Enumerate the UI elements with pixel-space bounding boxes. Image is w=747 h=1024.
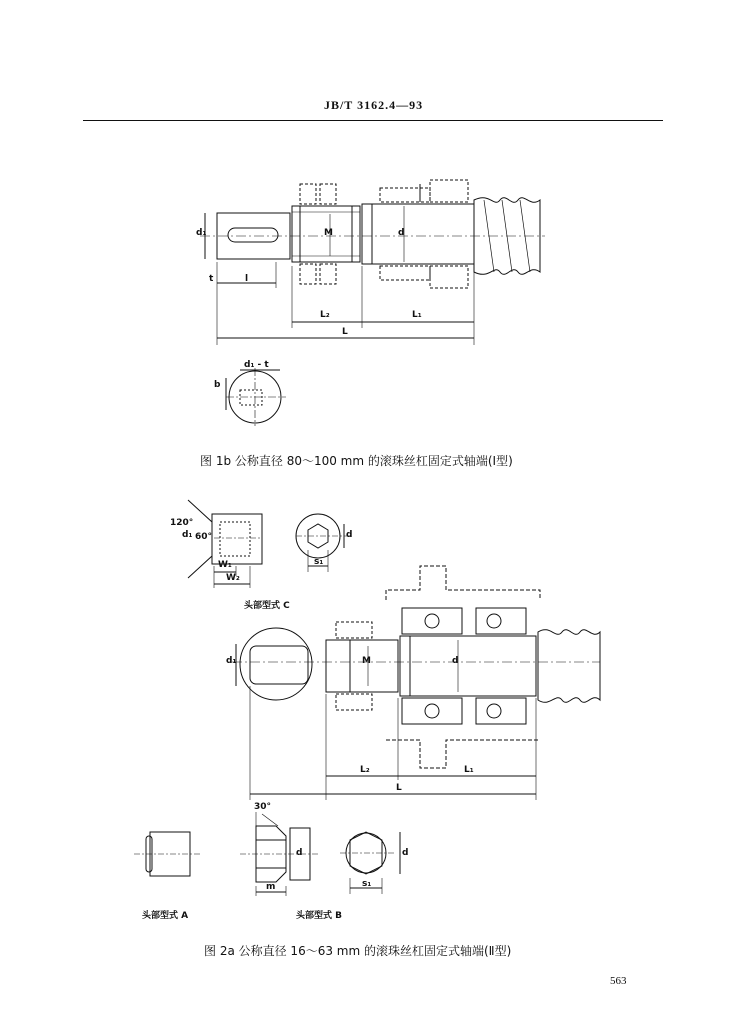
dim-d1-minus-t: d₁ - t [244,360,269,370]
dim-L2-fig2a: L₂ [360,765,370,775]
dim-angle-120: 120° [170,518,194,528]
head-type-b-label: 头部型式 B [296,911,342,921]
dim-angle-60: 60° [195,532,213,542]
dim-L-fig1b: L [342,327,348,337]
dim-b: b [214,380,221,390]
dim-M-fig2a: M [362,656,371,666]
dim-d-fig1b: d [398,228,405,238]
dim-d-head-c: d [346,530,353,540]
standard-header: JB/T 3162.4—93 [323,98,424,112]
dim-angle-30: 30° [254,802,272,812]
head-type-c-label: 头部型式 C [244,601,290,611]
figure-2a-caption: 图 2a 公称直径 16～63 mm 的滚珠丝杠固定式轴端(Ⅱ型) [204,944,512,958]
dim-s1-head-c: s₁ [314,557,324,567]
dim-d-head-b-hex: d [402,848,409,858]
dim-t-fig1b: t [209,274,214,284]
figure-1b-caption: 图 1b 公称直径 80～100 mm 的滚珠丝杠固定式轴端(Ⅰ型) [200,454,513,468]
dim-L1-fig2a: L₁ [464,765,474,775]
dim-L2-fig1b: L₂ [320,310,330,320]
page-number: 563 [610,975,627,987]
dim-d1-fig2a: d₁ [226,656,237,666]
dim-d-fig2a: d [452,656,459,666]
dim-W2: W₂ [226,573,240,583]
dim-d1-head-c: d₁ [182,530,193,540]
dim-d-head-b: d [296,848,303,858]
dim-s1-head-b: s₁ [362,879,372,889]
dim-m: m [266,882,276,892]
dim-L1-fig1b: L₁ [412,310,422,320]
head-type-a-label: 头部型式 A [142,911,189,921]
dim-L-fig2a: L [396,783,402,793]
dim-d1-fig1b: d₁ [196,228,207,238]
dim-M-fig1b: M [324,228,333,238]
dim-W1: W₁ [218,560,232,570]
dim-l-fig1b: l [245,274,249,284]
